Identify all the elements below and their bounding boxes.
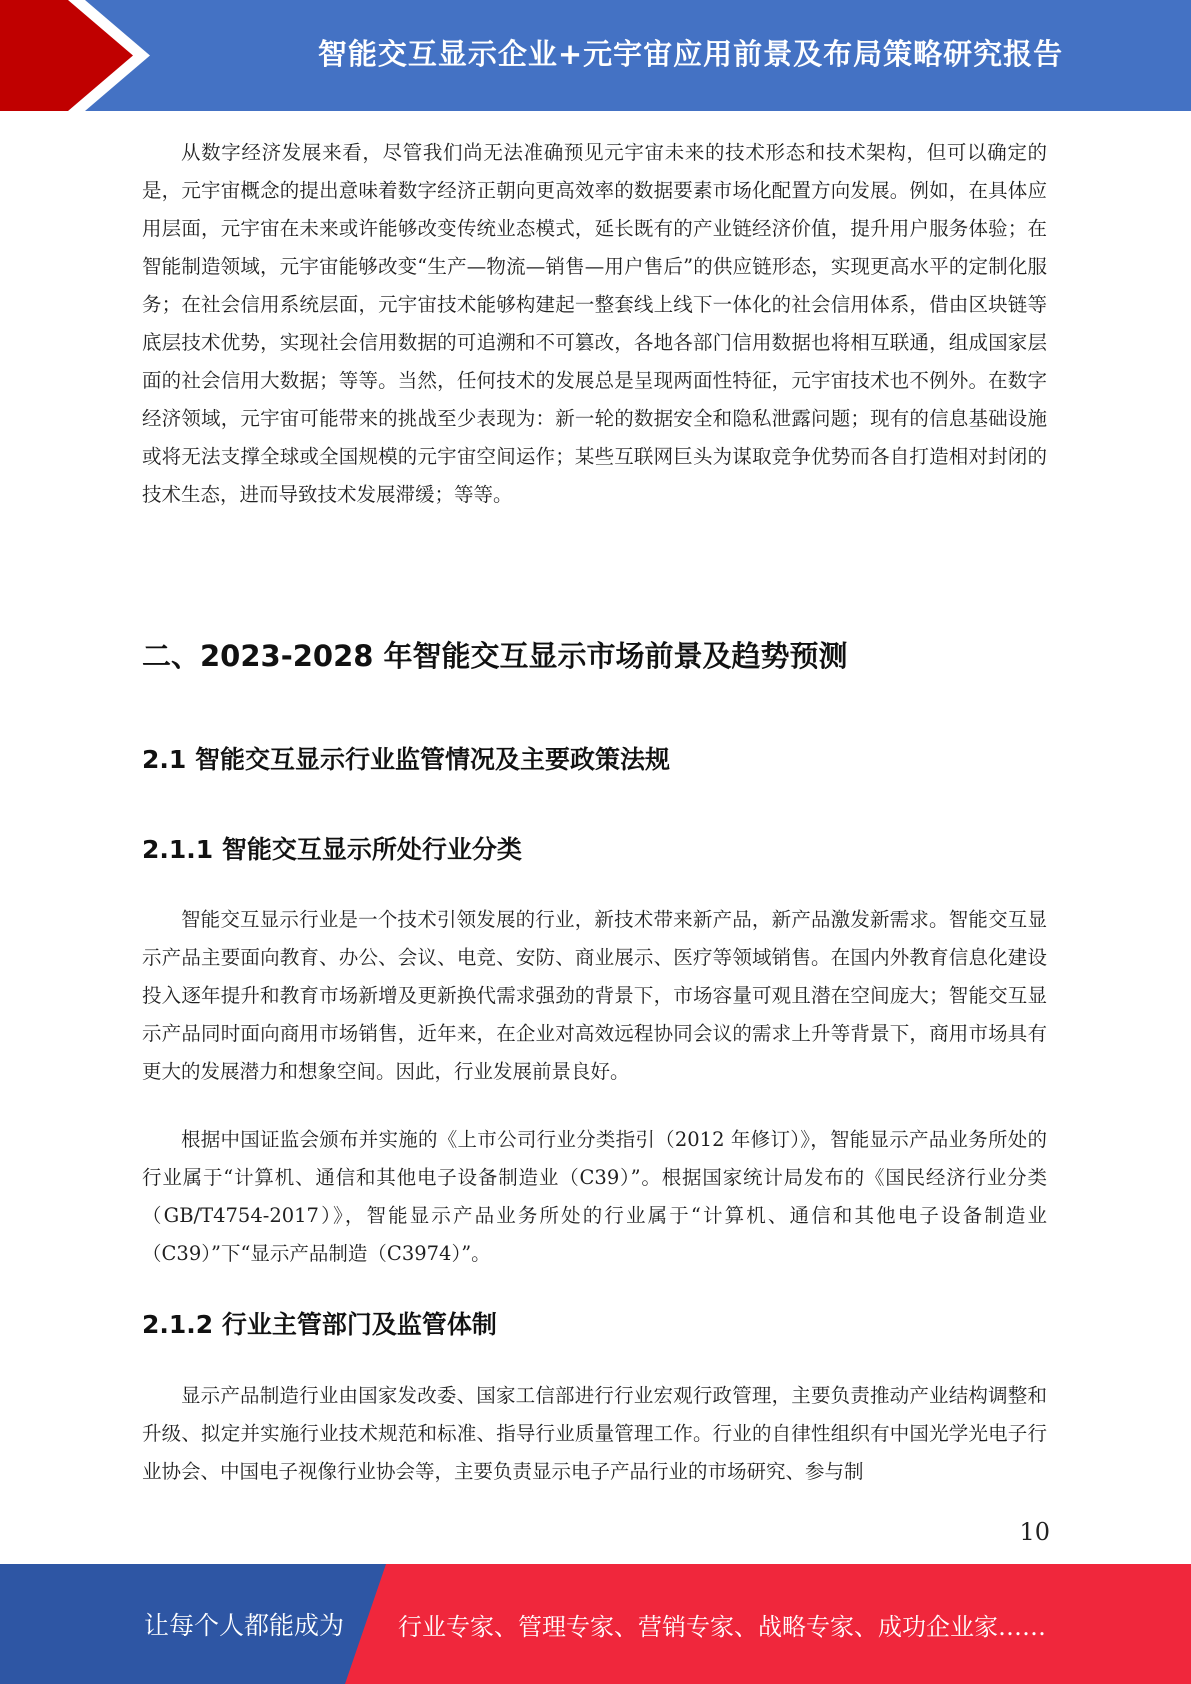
section-2-1-1-text-a	[142, 901, 1047, 1091]
subsection-heading-2-1-2: 2.1.2 行业主管部门及监管体制	[142, 1310, 497, 1339]
paragraph-2-1-2: 显示产品制造行业由国家发改委、国家工信部进行行业宏观行政管理，主要负责推动产业结构调整和升级、拟定并实施行业技术规范和标准、指导行业质量管理工作。行业的自律性组织有中国光学光电子行业协会、中国电子视像行业协会等，主要负责显示电子产品行业的市场研究、参与制	[142, 1384, 1047, 1483]
footer-slogan-right: 行业专家、管理专家、营销专家、战略专家、成功企业家……	[398, 1612, 1046, 1641]
footer-slogan-left: 让每个人都能成为	[144, 1611, 345, 1640]
report-title: 智能交互显示企业+元宇宙应用前景及布局策略研究报告	[317, 36, 1064, 71]
section-2-1-1-text-b	[142, 1121, 1047, 1273]
paragraph-2-1-1-a: 智能交互显示行业是一个技术引领发展的行业，新技术带来新产品，新产品激发新需求。智能交互显示产品主要面向教育、办公、会议、电竞、安防、商业展示、医疗等领域销售。在国内外教育信息化建设投入逐年提升和教育市场新增及更新换代需求强劲的背景下，市场容量可观且潜在空间庞大；智能交互显示产品同时面向商用市场销售，近年来，在企业对高效远程协同会议的需求上升等背景下，商用市场具有更大的发展潜力和想象空间。因此，行业发展前景良好。	[142, 908, 1047, 1083]
intro-text-block	[142, 134, 1047, 514]
intro-paragraph: 从数字经济发展来看，尽管我们尚无法准确预见元宇宙未来的技术形态和技术架构，但可以确定的是，元宇宙概念的提出意味着数字经济正朝向更高效率的数据要素市场化配置方向发展。例如，在具体应用层面，元宇宙在未来或许能够改变传统业态模式，延长既有的产业链经济价值，提升用户服务体验；在智能制造领域，元宇宙能够改变“生产—物流—销售—用户售后”的供应链形态，实现更高水平的定制化服务；在社会信用系统层面，元宇宙技术能够构建起一整套线上线下一体化的社会信用体系，借由区块链等底层技术优势，实现社会信用数据的可追溯和不可篡改，各地各部门信用数据也将相互联通，组成国家层面的社会信用大数据；等等。当然，任何技术的发展总是呈现两面性特征，元宇宙技术也不例外。在数字经济领域，元宇宙可能带来的挑战至少表现为：新一轮的数据安全和隐私泄露问题；现有的信息基础设施或将无法支撑全球或全国规模的元宇宙空间运作；某些互联网巨头为谋取竞争优势而各自打造相对封闭的技术生态，进而导致技术发展滞缓；等等。	[142, 141, 1047, 506]
section-2-1-2-text	[142, 1377, 1047, 1491]
page-number: 10	[1019, 1518, 1050, 1546]
page-header-banner	[0, 0, 1191, 111]
section-heading: 二、2023-2028 年智能交互显示市场前景及趋势预测	[142, 639, 848, 673]
header-red-arrow-icon	[0, 0, 150, 111]
paragraph-2-1-1-b: 根据中国证监会颁布并实施的《上市公司行业分类指引（2012 年修订）》，智能显示产品业务所处的行业属于“计算机、通信和其他电子设备制造业（C39）”。根据国家统计局发布的《国民经济行业分类（GB/T4754-2017）》，智能显示产品业务所处的行业属于“计算机、通信和其他电子设备制造业（C39）”下“显示产品制造（C3974）”。	[142, 1128, 1047, 1265]
page-footer-banner	[0, 1564, 1191, 1684]
subsection-heading-2-1-1: 2.1.1 智能交互显示所处行业分类	[142, 835, 522, 864]
subsection-heading-2-1: 2.1 智能交互显示行业监管情况及主要政策法规	[142, 745, 670, 774]
